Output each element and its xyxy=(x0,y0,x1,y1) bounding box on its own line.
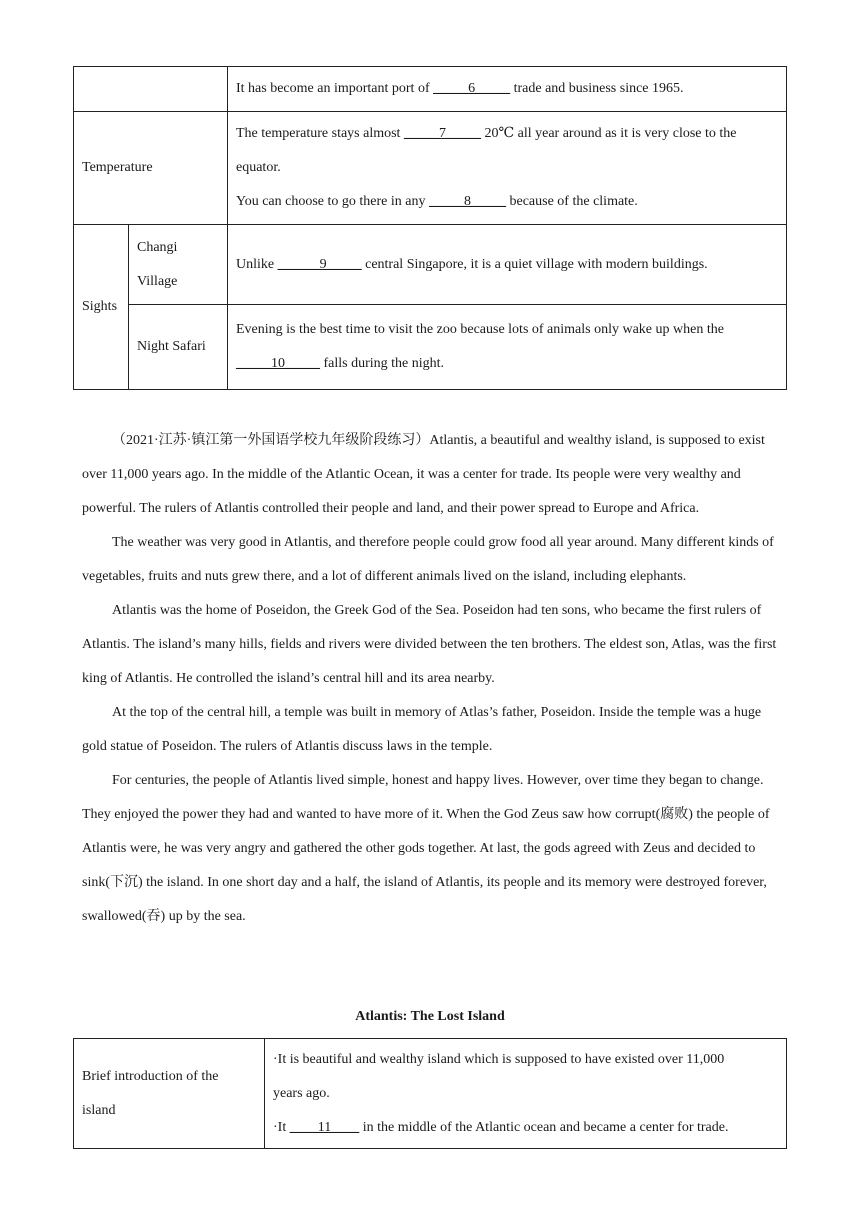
sights-label: Sights xyxy=(74,225,129,390)
table-row xyxy=(74,67,787,112)
text: Unlike xyxy=(236,256,278,272)
intro-label-line-1: Brief introduction of the xyxy=(82,1068,219,1084)
intro-line-3 xyxy=(273,1111,778,1145)
table-cell-empty xyxy=(74,67,228,112)
paragraph-5: For centuries, the people of Atlantis lived simple, honest and happy lives. However, over time they began to change. They enjoyed the power they had and wanted to have more of it. When the God Zeus saw how corrupt(腐败) the people of Atlantis were, he was very angry and gathered the other gods together. At last, the gods agreed with Zeus and decided to sink(下沉) the island. In one short day and a half, the island of Atlantis, its people and its memory were destroyed forever, swallowed(吞) up by the sea. xyxy=(82,773,770,924)
table-row xyxy=(74,305,787,390)
night-safari-cell xyxy=(228,305,787,390)
intro-line-2: years ago. xyxy=(273,1085,330,1101)
paragraph-text: Atlantis, a beautiful and wealthy island, is supposed to exist over 11,000 years ago. In the middle of the Atlantic Ocean, it was a center for trade. Its people were very wealthy and powerful. The rulers of Atlantis controlled their people and land, and their power spread to Europe and Africa. xyxy=(82,433,765,516)
blank-6: _____6_____ xyxy=(433,81,511,96)
port-cell xyxy=(228,67,787,112)
paragraph-1 xyxy=(82,424,778,526)
table-row xyxy=(74,112,787,225)
blank-10: _____10_____ xyxy=(236,356,320,371)
temperature-line-1 xyxy=(236,117,778,151)
intro-label xyxy=(74,1039,265,1149)
text: in the middle of the Atlantic ocean and became a center for trade. xyxy=(359,1119,729,1135)
safari-line-1: Evening is the best time to visit the zoo because lots of animals only wake up when the xyxy=(236,322,724,337)
temperature-line-2: equator. xyxy=(236,160,281,175)
atlantis-table xyxy=(73,1038,787,1149)
text: You can choose to go there in any xyxy=(236,194,429,209)
text: ·It xyxy=(273,1119,290,1135)
port-text-before: It has become an important port of xyxy=(236,81,434,96)
blank-7: _____7_____ xyxy=(403,126,481,141)
text: 20℃ all year around as it is very close to the xyxy=(480,126,737,141)
blank-11: ____11____ xyxy=(289,1119,360,1135)
port-text-after: trade and business since 1965. xyxy=(510,81,684,96)
changi-label xyxy=(129,225,228,305)
text: falls during the night. xyxy=(320,356,445,371)
intro-label-line-2: island xyxy=(82,1102,116,1118)
table-row xyxy=(74,1039,787,1149)
source-note: （2021·江苏·镇江第一外国语学校九年级阶段练习） xyxy=(112,433,430,448)
temperature-cell xyxy=(228,112,787,225)
reading-passage xyxy=(82,424,778,934)
text: because of the climate. xyxy=(506,194,638,209)
paragraph-4: At the top of the central hill, a temple was built in memory of Atlas’s father, Poseidon. Inside the temple was a huge gold statue of Poseidon. The rulers of Atlantis discuss laws in the temple. xyxy=(82,705,762,754)
changi-label-line-2: Village xyxy=(137,273,178,289)
text: The temperature stays almost xyxy=(236,126,404,141)
section-title: Atlantis: The Lost Island xyxy=(355,1009,505,1024)
changi-cell xyxy=(228,225,787,305)
paragraph-3: Atlantis was the home of Poseidon, the Greek God of the Sea. Poseidon had ten sons, who became the first rulers of Atlantis. The island’s many hills, fields and rivers were divided between the ten brothers. The eldest son, Atlas, was the first king of Atlantis. He controlled the island’s central hill and its area nearby. xyxy=(82,603,777,686)
text: central Singapore, it is a quiet village with modern buildings. xyxy=(361,256,708,272)
temperature-label: Temperature xyxy=(74,112,228,225)
table-row xyxy=(74,225,787,305)
safari-line-2 xyxy=(236,347,778,381)
intro-cell xyxy=(265,1039,787,1149)
temperature-line-3 xyxy=(236,185,778,219)
blank-9: ______9_____ xyxy=(277,256,362,272)
changi-label-line-1: Changi xyxy=(137,239,178,255)
blank-8: _____8_____ xyxy=(429,194,506,209)
paragraph-2: The weather was very good in Atlantis, and therefore people could grow food all year around. Many different kinds of vegetables, fruits and nuts grew there, and a lot of different animals lived on the island, including elephants. xyxy=(82,535,774,584)
intro-line-1: ·It is beautiful and wealthy island which is supposed to have existed over 11,000 xyxy=(273,1051,725,1067)
singapore-table xyxy=(73,66,787,390)
night-safari-label: Night Safari xyxy=(129,305,228,390)
